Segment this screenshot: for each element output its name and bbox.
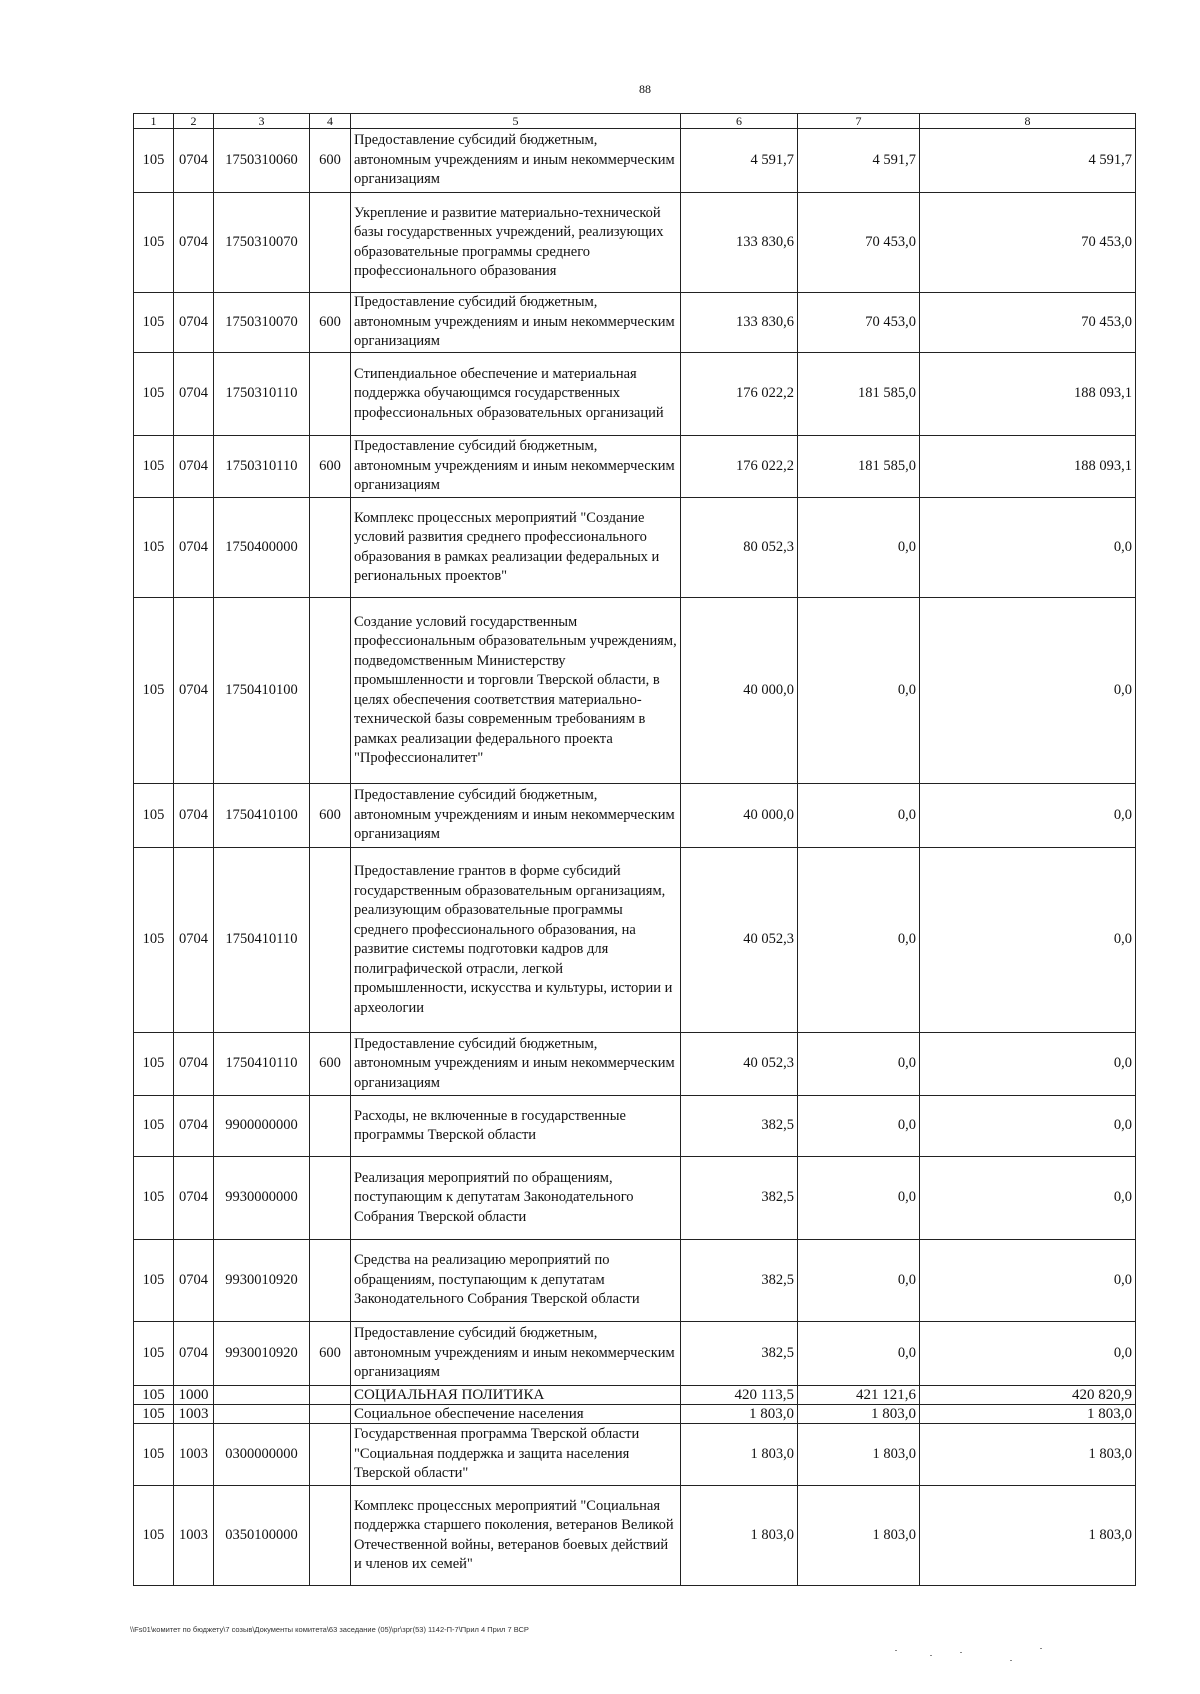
- table-row: [134, 1486, 1136, 1586]
- amount-year-1: 80 052,3: [681, 498, 798, 598]
- amount-year-3: 188 093,1: [920, 436, 1136, 498]
- table-row: [134, 498, 1136, 598]
- ministry-code: 105: [134, 293, 174, 353]
- expense-type-code: 600: [310, 1322, 351, 1386]
- amount-year-1: 1 803,0: [681, 1486, 798, 1586]
- section-code: 1000: [174, 1386, 214, 1405]
- amount-year-2: 70 453,0: [798, 293, 920, 353]
- amount-year-1: 382,5: [681, 1096, 798, 1157]
- amount-year-1: 40 000,0: [681, 784, 798, 848]
- amount-year-1: 40 052,3: [681, 1033, 798, 1096]
- amount-year-2: 0,0: [798, 498, 920, 598]
- scan-speck: [1040, 1648, 1042, 1649]
- section-code: 0704: [174, 598, 214, 784]
- file-path-footer: \\Fs01\комитет по бюджету\7 созыв\Документы комитета\63 заседание (05)\рг\зрг(53) 1142-П-7\Прил 4 Прил 7 ВСР: [130, 1625, 529, 1634]
- section-code: 0704: [174, 436, 214, 498]
- column-header: 2: [174, 114, 214, 129]
- description: Социальное обеспечение населения: [351, 1405, 681, 1424]
- target-article-code: 1750400000: [214, 498, 310, 598]
- description: Предоставление грантов в форме субсидий государственным образовательным организациям, реализующим образовательные программы среднего профессионального образования, на развитие системы подготовки кадров для полиграфической отрасли, легкой промышленности, искусства и культуры, истории и археологии: [351, 848, 681, 1033]
- amount-year-1: 133 830,6: [681, 193, 798, 293]
- expense-type-code: [310, 193, 351, 293]
- expense-type-code: [310, 848, 351, 1033]
- amount-year-3: 0,0: [920, 498, 1136, 598]
- section-code: 1003: [174, 1486, 214, 1586]
- section-code: 1003: [174, 1405, 214, 1424]
- page-number: 88: [639, 82, 651, 96]
- section-code: 0704: [174, 1033, 214, 1096]
- description: Средства на реализацию мероприятий по обращениям, поступающим к депутатам Законодательного Собрания Тверской области: [351, 1240, 681, 1322]
- amount-year-2: 70 453,0: [798, 193, 920, 293]
- amount-year-3: 0,0: [920, 848, 1136, 1033]
- section-code: 0704: [174, 193, 214, 293]
- amount-year-1: 1 803,0: [681, 1424, 798, 1486]
- target-article-code: 9930010920: [214, 1240, 310, 1322]
- expense-type-code: 600: [310, 784, 351, 848]
- table-row: [134, 353, 1136, 436]
- column-header: 4: [310, 114, 351, 129]
- description: Предоставление субсидий бюджетным, автономным учреждениям и иным некоммерческим организациям: [351, 293, 681, 353]
- amount-year-2: 0,0: [798, 1033, 920, 1096]
- ministry-code: 105: [134, 1322, 174, 1386]
- target-article-code: [214, 1386, 310, 1405]
- target-article-code: 1750410110: [214, 1033, 310, 1096]
- expense-type-code: [310, 498, 351, 598]
- ministry-code: 105: [134, 498, 174, 598]
- target-article-code: 1750310070: [214, 193, 310, 293]
- column-header: 7: [798, 114, 920, 129]
- target-article-code: 1750410100: [214, 784, 310, 848]
- target-article-code: 1750310110: [214, 436, 310, 498]
- target-article-code: [214, 1405, 310, 1424]
- target-article-code: 1750310110: [214, 353, 310, 436]
- amount-year-3: 188 093,1: [920, 353, 1136, 436]
- table-row: [134, 784, 1136, 848]
- description: Стипендиальное обеспечение и материальная поддержка обучающимся государственных профессиональных образовательных организаций: [351, 353, 681, 436]
- amount-year-2: 1 803,0: [798, 1424, 920, 1486]
- amount-year-1: 176 022,2: [681, 353, 798, 436]
- expense-type-code: 600: [310, 1033, 351, 1096]
- ministry-code: 105: [134, 193, 174, 293]
- target-article-code: 0350100000: [214, 1486, 310, 1586]
- expense-type-code: [310, 1096, 351, 1157]
- column-header: 8: [920, 114, 1136, 129]
- column-header: 1: [134, 114, 174, 129]
- section-code: 0704: [174, 848, 214, 1033]
- amount-year-2: 181 585,0: [798, 436, 920, 498]
- ministry-code: 105: [134, 353, 174, 436]
- amount-year-2: 0,0: [798, 784, 920, 848]
- amount-year-2: 0,0: [798, 598, 920, 784]
- description: Создание условий государственным профессиональным образовательным учреждениям, подведомственным Министерству промышленности и торговли Тверской области, в целях обеспечения соответствия материально-технической базы современным требованиям в рамках реализации федерального проекта "Профессионалитет": [351, 598, 681, 784]
- amount-year-3: 420 820,9: [920, 1386, 1136, 1405]
- amount-year-1: 420 113,5: [681, 1386, 798, 1405]
- section-code: 0704: [174, 784, 214, 848]
- table-row: [134, 293, 1136, 353]
- amount-year-3: 0,0: [920, 1033, 1136, 1096]
- ministry-code: 105: [134, 436, 174, 498]
- table-row: [134, 1157, 1136, 1240]
- amount-year-1: 382,5: [681, 1322, 798, 1386]
- amount-year-3: 1 803,0: [920, 1424, 1136, 1486]
- ministry-code: 105: [134, 1096, 174, 1157]
- expense-type-code: 600: [310, 293, 351, 353]
- table-row: [134, 193, 1136, 293]
- table-row: [134, 848, 1136, 1033]
- amount-year-3: 0,0: [920, 1096, 1136, 1157]
- table-row: [134, 598, 1136, 784]
- section-code: 0704: [174, 498, 214, 598]
- table-row: [134, 1096, 1136, 1157]
- target-article-code: 0300000000: [214, 1424, 310, 1486]
- amount-year-2: 181 585,0: [798, 353, 920, 436]
- amount-year-1: 40 052,3: [681, 848, 798, 1033]
- ministry-code: 105: [134, 1240, 174, 1322]
- amount-year-2: 0,0: [798, 1096, 920, 1157]
- amount-year-1: 382,5: [681, 1157, 798, 1240]
- ministry-code: 105: [134, 1486, 174, 1586]
- expense-type-code: 600: [310, 436, 351, 498]
- description: Расходы, не включенные в государственные программы Тверской области: [351, 1096, 681, 1157]
- scan-speck: [1010, 1660, 1012, 1661]
- target-article-code: 1750310070: [214, 293, 310, 353]
- table-row: [134, 129, 1136, 193]
- table-row: [134, 436, 1136, 498]
- target-article-code: 1750410100: [214, 598, 310, 784]
- table-row: [134, 1405, 1136, 1424]
- expense-type-code: [310, 1486, 351, 1586]
- scan-speck: [895, 1650, 897, 1651]
- amount-year-1: 176 022,2: [681, 436, 798, 498]
- amount-year-1: 4 591,7: [681, 129, 798, 193]
- amount-year-2: 0,0: [798, 1322, 920, 1386]
- amount-year-2: 1 803,0: [798, 1486, 920, 1586]
- amount-year-3: 70 453,0: [920, 293, 1136, 353]
- amount-year-2: 0,0: [798, 1240, 920, 1322]
- table-row: [134, 1033, 1136, 1096]
- amount-year-2: 4 591,7: [798, 129, 920, 193]
- expense-type-code: [310, 598, 351, 784]
- section-code: 1003: [174, 1424, 214, 1486]
- section-code: 0704: [174, 1240, 214, 1322]
- ministry-code: 105: [134, 1386, 174, 1405]
- amount-year-1: 1 803,0: [681, 1405, 798, 1424]
- amount-year-2: 421 121,6: [798, 1386, 920, 1405]
- target-article-code: 1750310060: [214, 129, 310, 193]
- amount-year-3: 1 803,0: [920, 1486, 1136, 1586]
- ministry-code: 105: [134, 129, 174, 193]
- expense-type-code: [310, 353, 351, 436]
- amount-year-3: 0,0: [920, 1240, 1136, 1322]
- section-code: 0704: [174, 129, 214, 193]
- ministry-code: 105: [134, 1424, 174, 1486]
- target-article-code: 1750410110: [214, 848, 310, 1033]
- description: Государственная программа Тверской области "Социальная поддержка и защита населения Тверской области": [351, 1424, 681, 1486]
- description: Предоставление субсидий бюджетным, автономным учреждениям и иным некоммерческим организациям: [351, 129, 681, 193]
- expense-type-code: [310, 1240, 351, 1322]
- section-code: 0704: [174, 293, 214, 353]
- target-article-code: 9930010920: [214, 1322, 310, 1386]
- description: Комплекс процессных мероприятий "Создание условий развития среднего профессионального образования в рамках реализации федеральных и региональных проектов": [351, 498, 681, 598]
- column-header: 5: [351, 114, 681, 129]
- ministry-code: 105: [134, 1157, 174, 1240]
- table-row: [134, 1386, 1136, 1405]
- expense-type-code: [310, 1157, 351, 1240]
- amount-year-2: 1 803,0: [798, 1405, 920, 1424]
- description: Предоставление субсидий бюджетным, автономным учреждениям и иным некоммерческим организациям: [351, 784, 681, 848]
- description: Комплекс процессных мероприятий "Социальная поддержка старшего поколения, ветеранов Великой Отечественной войны, ветеранов боевых действий и членов их семей": [351, 1486, 681, 1586]
- description: Укрепление и развитие материально-технической базы государственных учреждений, реализующих образовательные программы среднего профессионального образования: [351, 193, 681, 293]
- amount-year-2: 0,0: [798, 848, 920, 1033]
- target-article-code: 9900000000: [214, 1096, 310, 1157]
- column-number-row: [134, 114, 1136, 129]
- ministry-code: 105: [134, 598, 174, 784]
- description: Реализация мероприятий по обращениям, поступающим к депутатам Законодательного Собрания Тверской области: [351, 1157, 681, 1240]
- expense-type-code: [310, 1386, 351, 1405]
- column-header: 6: [681, 114, 798, 129]
- column-header: 3: [214, 114, 310, 129]
- section-title: СОЦИАЛЬНАЯ ПОЛИТИКА: [351, 1386, 681, 1405]
- amount-year-3: 0,0: [920, 1157, 1136, 1240]
- ministry-code: 105: [134, 1033, 174, 1096]
- description: Предоставление субсидий бюджетным, автономным учреждениям и иным некоммерческим организациям: [351, 1322, 681, 1386]
- amount-year-3: 1 803,0: [920, 1405, 1136, 1424]
- expense-type-code: 600: [310, 129, 351, 193]
- amount-year-1: 40 000,0: [681, 598, 798, 784]
- description: Предоставление субсидий бюджетным, автономным учреждениям и иным некоммерческим организациям: [351, 436, 681, 498]
- section-code: 0704: [174, 1096, 214, 1157]
- table-row: [134, 1424, 1136, 1486]
- amount-year-3: 0,0: [920, 1322, 1136, 1386]
- ministry-code: 105: [134, 1405, 174, 1424]
- ministry-code: 105: [134, 784, 174, 848]
- amount-year-3: 70 453,0: [920, 193, 1136, 293]
- table-row: [134, 1322, 1136, 1386]
- description: Предоставление субсидий бюджетным, автономным учреждениям и иным некоммерческим организациям: [351, 1033, 681, 1096]
- amount-year-2: 0,0: [798, 1157, 920, 1240]
- section-code: 0704: [174, 353, 214, 436]
- expense-type-code: [310, 1405, 351, 1424]
- amount-year-3: 4 591,7: [920, 129, 1136, 193]
- table-row: [134, 1240, 1136, 1322]
- amount-year-3: 0,0: [920, 598, 1136, 784]
- target-article-code: 9930000000: [214, 1157, 310, 1240]
- section-code: 0704: [174, 1157, 214, 1240]
- amount-year-1: 133 830,6: [681, 293, 798, 353]
- budget-table: [133, 113, 1136, 1586]
- scan-speck: [930, 1655, 932, 1656]
- section-code: 0704: [174, 1322, 214, 1386]
- amount-year-1: 382,5: [681, 1240, 798, 1322]
- scan-speck: [960, 1652, 962, 1653]
- expense-type-code: [310, 1424, 351, 1486]
- amount-year-3: 0,0: [920, 784, 1136, 848]
- ministry-code: 105: [134, 848, 174, 1033]
